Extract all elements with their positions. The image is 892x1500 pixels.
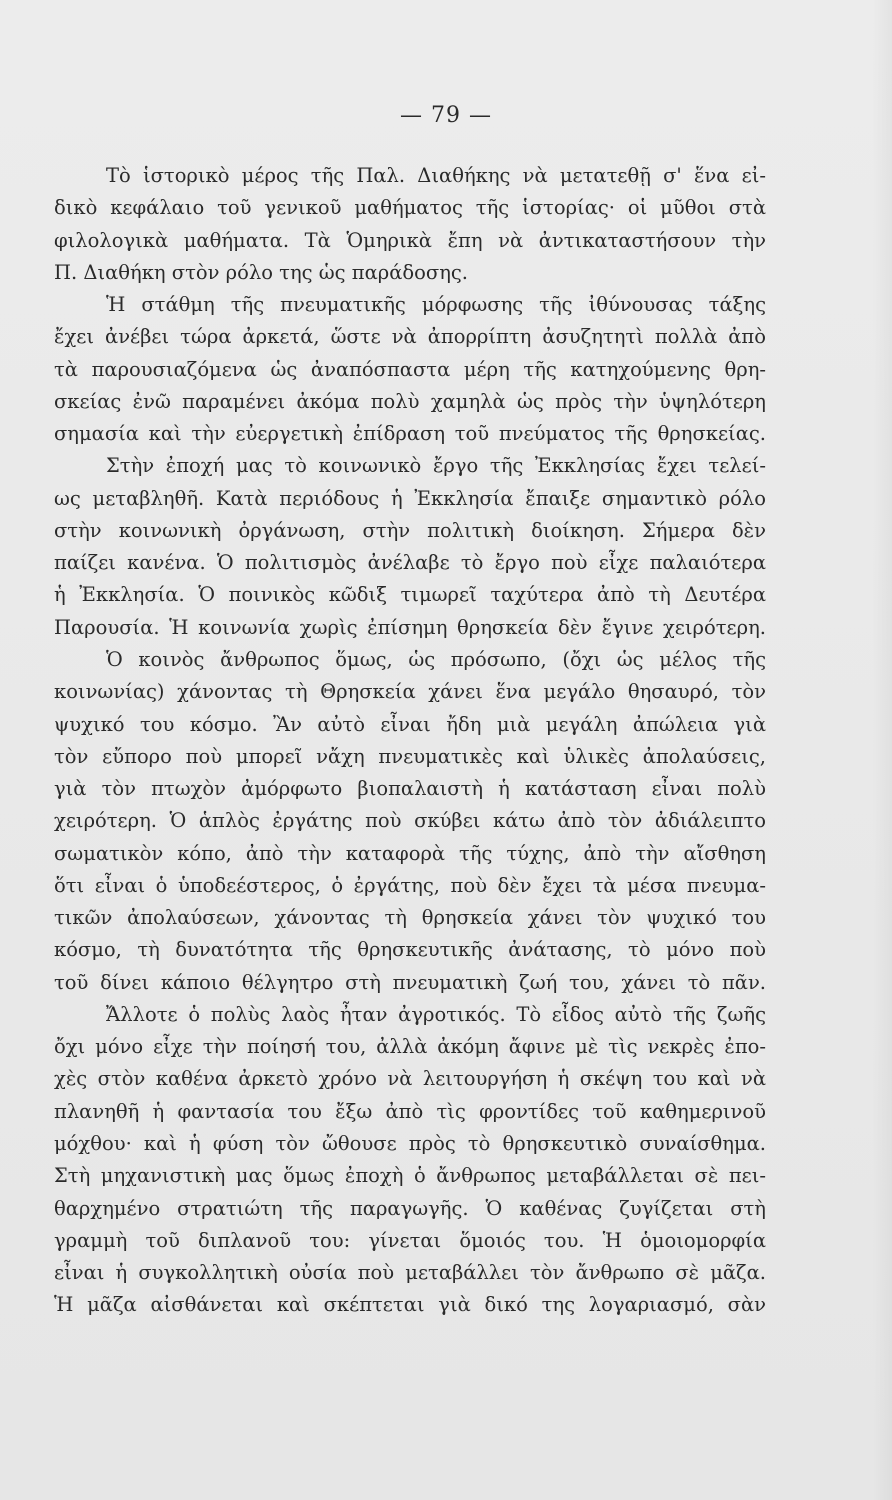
text-line: Παρουσία. Ἡ κοινωνία χωρὶς ἐπίσημη θρησκεία δὲν ἔγινε χειρότερη. <box>54 615 766 639</box>
text-line: στὴν κοινωνικὴ ὀργάνωση, στὴν πολιτικὴ διοίκηση. Σήμερα δὲν <box>54 518 766 542</box>
text-line: χὲς στὸν καθένα ἀρκετὸ χρόνο νὰ λειτουργήση ἡ σκέψη του καὶ νὰ <box>54 1067 766 1091</box>
text-line: Τὸ ἱστορικὸ μέρος τῆς Παλ. Διαθήκης νὰ μετατεθῇ σ' ἕνα εἰ- <box>106 164 766 187</box>
text-line: σημασία καὶ τὴν εὐεργετικὴ ἐπίδραση τοῦ πνεύματος τῆς θρησκείας. <box>54 422 766 446</box>
text-line: ψυχικό του κόσμο. Ἂν αὐτὸ εἶναι ἤδη μιὰ μεγάλη ἀπώλεια γιὰ <box>54 712 766 736</box>
text-line: Στὴν ἐποχή μας τὸ κοινωνικὸ ἔργο τῆς Ἐκκλησίας ἔχει τελεί- <box>106 454 766 478</box>
text-line: θαρχημένο στρατιώτη τῆς παραγωγῆς. Ὁ καθένας ζυγίζεται στὴ <box>54 1196 766 1220</box>
text-line: ἔχει ἀνέβει τώρα ἀρκετά, ὥστε νὰ ἀπορρίπτη ἀσυζητητὶ πολλὰ ἀπὸ <box>54 325 766 349</box>
text-line: χειρότερη. Ὁ ἁπλὸς ἐργάτης ποὺ σκύβει κάτω ἀπὸ τὸν ἀδιάλειπτο <box>54 809 766 833</box>
text-line: τὸν εὔπορο ποὺ μπορεῖ νἄχη πνευματικὲς καὶ ὑλικὲς ἀπολαύσεις, <box>54 744 766 768</box>
body-text <box>54 160 766 1322</box>
text-line: ως μεταβληθῆ. Κατὰ περιόδους ἡ Ἐκκλησία ἔπαιξε σημαντικὸ ρόλο <box>54 486 766 510</box>
text-line: Ἡ μᾶζα αἰσθάνεται καὶ σκέπτεται γιὰ δικό της λογαριασμό, σὰν <box>54 1293 766 1317</box>
text-line: σωματικὸν κόπο, ἀπὸ τὴν καταφορὰ τῆς τύχης, ἀπὸ τὴν αἴσθηση <box>54 841 766 865</box>
text-line: παίζει κανένα. Ὁ πολιτισμὸς ἀνέλαβε τὸ ἔργο ποὺ εἶχε παλαιότερα <box>54 551 766 575</box>
text-line: ἡ Ἐκκλησία. Ὁ ποινικὸς κῶδιξ τιμωρεῖ ταχύτερα ἀπὸ τὴ Δευτέρα <box>54 583 766 607</box>
text-line: γιὰ τὸν πτωχὸν ἀμόρφωτο βιοπαλαιστὴ ἡ κατάσταση εἶναι πολὺ <box>54 777 766 801</box>
text-line: τοῦ δίνει κάποιο θέλγητρο στὴ πνευματικὴ ζωή του, χάνει τὸ πᾶν. <box>54 970 766 994</box>
text-line: εἶναι ἡ συγκολλητικὴ οὐσία ποὺ μεταβάλλει τὸν ἄνθρωπο σὲ μᾶζα. <box>54 1261 766 1285</box>
text-line: τικῶν ἀπολαύσεων, χάνοντας τὴ θρησκεία χάνει τὸν ψυχικό του <box>54 906 766 930</box>
text-line: τὰ παρουσιαζόμενα ὡς ἀναπόσπαστα μέρη τῆς κατηχούμενης θρη- <box>54 357 766 381</box>
text-line: κόσμο, τὴ δυνατότητα τῆς θρησκευτικῆς ἀνάτασης, τὸ μόνο ποὺ <box>54 938 766 962</box>
text-line: μόχθου· καὶ ἡ φύση τὸν ὤθουσε πρὸς τὸ θρησκευτικὸ συναίσθημα. <box>54 1131 766 1155</box>
text-line: Ἡ στάθμη τῆς πνευματικῆς μόρφωσης τῆς ἰθύνουσας τάξης <box>106 293 766 317</box>
text-line: γραμμὴ τοῦ διπλανοῦ του: γίνεται ὅμοιός του. Ἡ ὁμοιομορφία <box>54 1228 766 1252</box>
text-line: κοινωνίας) χάνοντας τὴ Θρησκεία χάνει ἕνα μεγάλο θησαυρό, τὸν <box>54 680 766 704</box>
text-line: φιλολογικὰ μαθήματα. Τὰ Ὁμηρικὰ ἔπη νὰ ἀντικαταστήσουν τὴν <box>54 228 766 252</box>
text-line: ὄχι μόνο εἶχε τὴν ποίησή του, ἀλλὰ ἀκόμη ἄφινε μὲ τὶς νεκρὲς ἐπο- <box>54 1035 766 1059</box>
text-line: Ὁ κοινὸς ἄνθρωπος ὅμως, ὡς πρόσωπο, (ὄχι ὡς μέλος τῆς <box>106 647 766 671</box>
text-line: Στὴ μηχανιστικὴ μας ὅμως ἐποχὴ ὁ ἄνθρωπος μεταβάλλεται σὲ πει- <box>54 1164 766 1188</box>
text-line: Ἄλλοτε ὁ πολὺς λαὸς ἦταν ἀγροτικός. Τὸ εἶδος αὐτὸ τῆς ζωῆς <box>106 1002 766 1026</box>
text-line: Π. Διαθήκη στὸν ρόλο της ὡς παράδοσης. <box>54 260 469 284</box>
text-line: ὅτι εἶναι ὁ ὑποδεέστερος, ὁ ἐργάτης, ποὺ δὲν ἔχει τὰ μέσα πνευμα- <box>54 873 766 897</box>
page-number: — 79 — <box>400 103 492 128</box>
page-edge-shadow <box>872 0 892 1500</box>
text-line: σκείας ἐνῶ παραμένει ἀκόμα πολὺ χαμηλὰ ὡς πρὸς τὴν ὑψηλότερη <box>54 389 766 413</box>
text-line: πλανηθῆ ἡ φαντασία του ἔξω ἀπὸ τὶς φροντίδες τοῦ καθημερινοῦ <box>54 1099 766 1123</box>
text-line: δικὸ κεφάλαιο τοῦ γενικοῦ μαθήματος τῆς ἱστορίας· οἱ μῦθοι στὰ <box>54 196 766 220</box>
